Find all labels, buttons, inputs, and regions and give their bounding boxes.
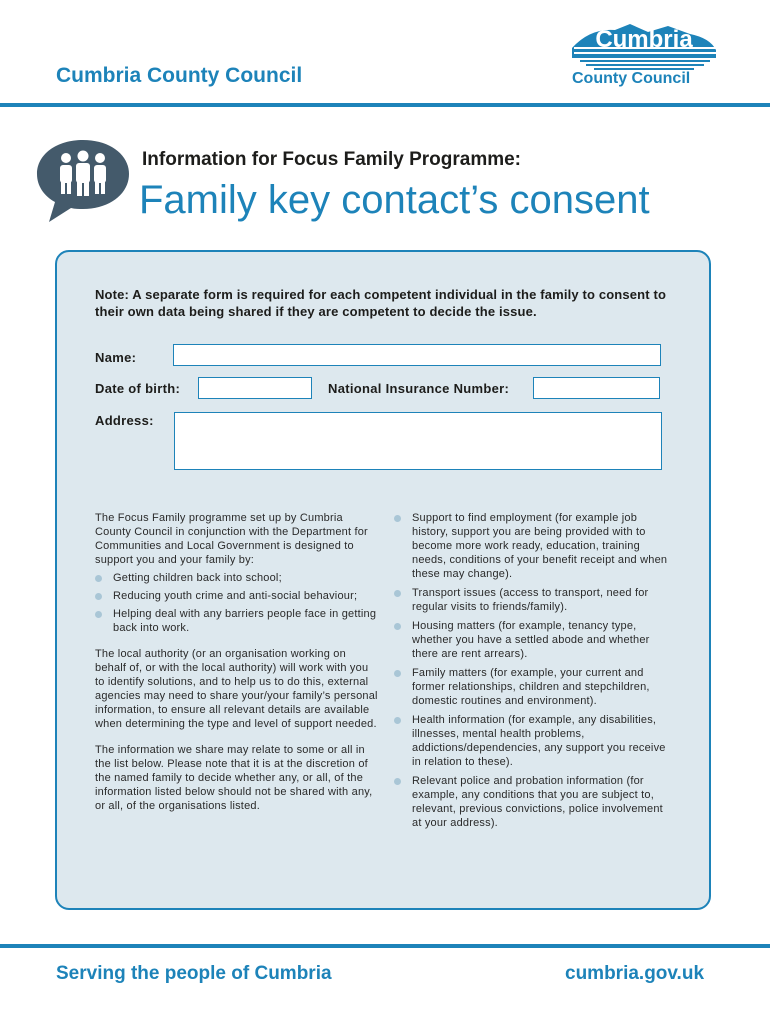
website-link[interactable]: cumbria.gov.uk — [565, 963, 705, 984]
page-title: Family key contact’s consent — [139, 178, 650, 222]
bullet-icon — [394, 623, 401, 630]
discretion-paragraph: The information we share may relate to some or all in the list below. Please note that it is at the discretion of the named family to decide whether any, or all, of the information listed below should not be shared with any, or all, of the organisations listed. — [95, 744, 373, 812]
list-item: Relevant police and probation information (for example, any conditions that you are subject to, relevant, previous convictions, police involvement at your address). — [394, 774, 674, 830]
bullet-icon — [394, 590, 401, 597]
left-column — [95, 511, 380, 813]
bullet-icon — [95, 575, 102, 582]
bullet-icon — [95, 611, 102, 618]
address-label: Address: — [95, 413, 154, 428]
list-item: Reducing youth crime and anti-social behaviour; — [95, 589, 380, 603]
footer-slogan: Serving the people of Cumbria — [56, 963, 332, 984]
footer-divider — [0, 944, 770, 948]
people-speech-bubble-icon — [33, 138, 133, 224]
list-item: Helping deal with any barriers people face in getting back into work. — [95, 607, 380, 635]
list-item: Health information (for example, any disabilities, illnesses, mental health problems, addictions/dependencies, any support you receive in relation to these). — [394, 713, 674, 769]
name-label: Name: — [95, 350, 137, 365]
ni-number-field[interactable] — [533, 377, 660, 399]
right-column — [394, 511, 674, 830]
organisation-name: Cumbria County Council — [56, 64, 303, 87]
bullet-icon — [394, 670, 401, 677]
list-item: Housing matters (for example, tenancy type, whether you have a settled abode and whether there are rent arrears). — [394, 619, 674, 661]
list-item: Family matters (for example, your current and former relationships, children and stepchildren, domestic routines and environment). — [394, 666, 674, 708]
dob-label: Date of birth: — [95, 381, 181, 396]
form-note: Note: A separate form is required for each competent individual in the family to consent to their own data being shared if they are competent to decide the issue. — [95, 287, 667, 319]
logo-subtitle: County Council — [572, 70, 691, 87]
name-field[interactable] — [173, 344, 661, 366]
bullet-icon — [95, 593, 102, 600]
page-subtitle: Information for Focus Family Programme: — [142, 149, 521, 170]
bullet-icon — [394, 778, 401, 785]
list-item: Getting children back into school; — [95, 571, 380, 585]
logo-wordmark: Cumbria — [595, 26, 693, 53]
ni-label: National Insurance Number: — [328, 381, 510, 396]
intro-paragraph: The Focus Family programme set up by Cumbria County Council in conjunction with the Department for Communities and Local Government is designed to support you and your family by: — [95, 512, 368, 566]
address-field[interactable] — [174, 412, 662, 470]
bullet-icon — [394, 717, 401, 724]
list-item: Support to find employment (for example job history, support you are being provided with to become more work ready, education, training needs, conditions of your benefit receipt and when these may change). — [394, 511, 674, 581]
dob-field[interactable] — [198, 377, 312, 399]
support-paragraph: The local authority (or an organisation working on behalf of, or with the local authority) will work with you to identify solutions, and to help us to do this, external agencies may need to share your/your family’s personal information, to ensure all relevant details are available when determining the type and level of support needed. — [95, 648, 378, 730]
header-divider — [0, 103, 770, 107]
bullet-icon — [394, 515, 401, 522]
list-item: Transport issues (access to transport, need for regular visits to friends/family). — [394, 586, 674, 614]
